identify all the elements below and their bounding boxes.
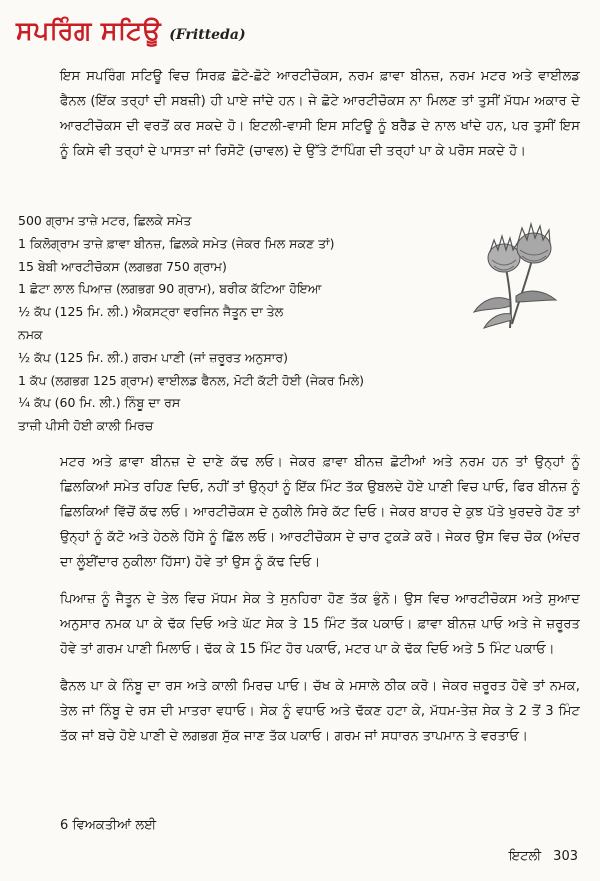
ingredient-item: ਤਾਜ਼ੀ ਪੀਸੀ ਹੋਈ ਕਾਲੀ ਮਿਰਚ [18, 418, 154, 434]
ingredient-item: 15 ਬੇਬੀ ਆਰਟੀਚੋਕਸ (ਲਗਭਗ 750 ਗ੍ਰਾਮ) [18, 258, 227, 274]
intro-paragraph: ਇਸ ਸਪਰਿੰਗ ਸਟਿਊ ਵਿਚ ਸਿਰਫ਼ ਛੋਟੇ-ਛੋਟੇ ਆਰਟੀਚੋਕਸ, ਨਰਮ ਫ਼ਾਵਾ ਬੀਨਜ਼, ਨਰਮ ਮਟਰ ਅਤੇ ਵਾਈਲਡ ਫੈਨਲ (ਇੱਕ ਤਰ੍ਹਾਂ ਦੀ ਸਬਜ਼ੀ) ਹੀ ਪਾਏ ਜਾਂਦੇ ਹਨ। ਜੇ ਛੋਟੇ ਆਰਟੀਚੋਕਸ ਨਾ ਮਿਲਣ ਤਾਂ ਤੁਸੀਂ ਮੱਧਮ ਅਕਾਰ ਦੇ ਆਰਟੀਚੋਕਸ ਦੀ ਵਰਤੋਂ ਕਰ ਸਕਦੇ ਹੋ। ਇਟਲੀ-ਵਾਸੀ ਇਸ ਸਟਿਊ ਨੂੰ ਬਰੈੱਡ ਦੇ ਨਾਲ ਖਾਂਦੇ ਹਨ, ਪਰ ਤੁਸੀਂ ਇਸ ਨੂੰ ਕਿਸੇ ਵੀ ਤਰ੍ਹਾਂ ਦੇ ਪਾਸਤਾ ਜਾਂ ਰਿਸੋਟੋ (ਚਾਵਲ) ਦੇ ਉੱਤੇ ਟਾੱਪਿੰਗ ਦੀ ਤਰ੍ਹਾਂ ਪਾ ਕੇ ਪਰੋਸ ਸਕਦੇ ਹੋ। [60, 69, 580, 159]
recipe-title: ਸਪਰਿੰਗ ਸਟਿਊ [16, 16, 162, 45]
method-step: ਫੈਨਲ ਪਾ ਕੇ ਨਿੰਬੂ ਦਾ ਰਸ ਅਤੇ ਕਾਲੀ ਮਿਰਚ ਪਾਓ। ਚੱਖ ਕੇ ਮਸਾਲੇ ਠੀਕ ਕਰੋ। ਜੇਕਰ ਜ਼ਰੂਰਤ ਹੋਵੇ ਤਾਂ ਨਮਕ, ਤੇਲ ਜਾਂ ਨਿੰਬੂ ਦੇ ਰਸ ਦੀ ਮਾਤਰਾ ਵਧਾਓ। ਸੇਕ ਨੂੰ ਵਧਾਓ ਅਤੇ ਢੱਕਣ ਹਟਾ ਕੇ, ਮੱਧਮ-ਤੇਜ਼ ਸੇਕ ਤੇ 2 ਤੋਂ 3 ਮਿੰਟ ਤੱਕ ਜਾਂ ਬਚੇ ਹੋਏ ਪਾਣੀ ਦੇ ਲਗਭਗ ਸੁੱਕ ਜਾਣ ਤੱਕ ਪਕਾਓ। ਗਰਮ ਜਾਂ ਸਧਾਰਨ ਤਾਪਮਾਨ ਤੇ ਵਰਤਾਓ। [60, 679, 580, 744]
ingredient-item: ¼ ਕੱਪ (60 ਮਿ. ਲੀ.) ਨਿੰਬੂ ਦਾ ਰਸ [18, 395, 181, 411]
ingredient-item: 1 ਕਿਲੋਗ੍ਰਾਮ ਤਾਜ਼ੇ ਫ਼ਾਵਾ ਬੀਨਜ਼, ਛਿਲਕੇ ਸਮੇਤ (ਜੇਕਰ ਮਿਲ ਸਕਣ ਤਾਂ) [18, 235, 335, 251]
artichoke-flower-icon [466, 220, 564, 330]
method-step: ਮਟਰ ਅਤੇ ਫ਼ਾਵਾ ਬੀਨਜ਼ ਦੇ ਦਾਣੇ ਕੱਢ ਲਓ। ਜੇਕਰ ਫ਼ਾਵਾ ਬੀਨਜ਼ ਛੋਟੀਆਂ ਅਤੇ ਨਰਮ ਹਨ ਤਾਂ ਉਨ੍ਹਾਂ ਨੂੰ ਛਿਲਕਿਆਂ ਸਮੇਤ ਰਹਿਣ ਦਿਓ, ਨਹੀਂ ਤਾਂ ਉਨ੍ਹਾਂ ਨੂੰ ਇੱਕ ਮਿੰਟ ਤੱਕ ਉਬਲਦੇ ਹੋਏ ਪਾਣੀ ਵਿਚ ਪਾਓ, ਫਿਰ ਬੀਨਜ਼ ਨੂੰ ਛਿਲਕਿਆਂ ਵਿੱਚੋਂ ਕੱਢ ਲਓ। ਆਰਟੀਚੋਕਸ ਦੇ ਨੁਕੀਲੇ ਸਿਰੇ ਕੱਟ ਦਿਓ। ਜੇਕਰ ਬਾਹਰ ਦੇ ਕੁਝ ਪੱਤੇ ਖੁਰਦਰੇ ਹੋਣ ਤਾਂ ਉਨ੍ਹਾਂ ਨੂੰ ਕੱਟੋ ਅਤੇ ਹੇਠਲੇ ਹਿੱਸੇ ਨੂੰ ਛਿੱਲ ਲਓ। ਆਰਟੀਚੋਕਸ ਦੇ ਚਾਰ ਟੁਕੜੇ ਕਰੋ। ਜੇਕਰ ਉਸ ਵਿਚ ਚੋਕ (ਅੰਦਰ ਦਾ ਲੂੰਈਂਦਾਰ ਨੁਕੀਲਾ ਹਿੱਸਾ) ਹੋਵੇ ਤਾਂ ਉਸ ਨੂੰ ਕੱਢ ਦਿਓ। [60, 455, 580, 570]
ingredient-item: 500 ਗ੍ਰਾਮ ਤਾਜ਼ੇ ਮਟਰ, ਛਿਲਕੇ ਸਮੇਤ [18, 213, 192, 228]
servings-note: 6 ਵਿਅਕਤੀਆਂ ਲਈ [60, 818, 157, 833]
ingredient-item: 1 ਛੋਟਾ ਲਾਲ ਪਿਆਜ਼ (ਲਗਭਗ 90 ਗ੍ਰਾਮ), ਬਰੀਕ ਕੱਟਿਆ ਹੋਇਆ [18, 281, 322, 297]
method-section [60, 450, 580, 761]
recipe-title-block [16, 16, 246, 46]
section-name: ਇਟਲੀ [508, 849, 542, 864]
ingredients-list [18, 210, 458, 438]
page-number: 303 [553, 849, 578, 864]
ingredient-item: ਨਮਕ [18, 326, 43, 342]
ingredient-item: 1 ਕੱਪ (ਲਗਭਗ 125 ਗ੍ਰਾਮ) ਵਾਈਲਡ ਫੈਨਲ, ਮੋਟੀ ਕੱਟੀ ਹੋਈ (ਜੇਕਰ ਮਿਲੇ) [18, 372, 365, 388]
ingredient-item: ½ ਕੱਪ (125 ਮਿ. ਲੀ.) ਐਕਸਟ੍ਰਾ ਵਰਜਿਨ ਜੈਤੂਨ ਦਾ ਤੇਲ [18, 304, 284, 320]
ingredient-item: ½ ਕੱਪ (125 ਮਿ. ਲੀ.) ਗਰਮ ਪਾਣੀ (ਜਾਂ ਜ਼ਰੂਰਤ ਅਨੁਸਾਰ) [18, 349, 289, 365]
recipe-subtitle: (Fritteda) [169, 27, 246, 43]
method-step: ਪਿਆਜ਼ ਨੂੰ ਜੈਤੂਨ ਦੇ ਤੇਲ ਵਿਚ ਮੱਧਮ ਸੇਕ ਤੇ ਸੁਨਹਿਰਾ ਹੋਣ ਤੱਕ ਭੁੰਨੋ। ਉਸ ਵਿਚ ਆਰਟੀਚੋਕਸ ਅਤੇ ਸੁਆਦ ਅਨੁਸਾਰ ਨਮਕ ਪਾ ਕੇ ਢੱਕ ਦਿਓ ਅਤੇ ਘੱਟ ਸੇਕ ਤੇ 15 ਮਿੰਟ ਤੱਕ ਪਕਾਓ। ਫ਼ਾਵਾ ਬੀਨਜ਼ ਪਾਓ ਅਤੇ ਜੇ ਜ਼ਰੂਰਤ ਹੋਵੇ ਤਾਂ ਗਰਮ ਪਾਣੀ ਮਿਲਾਓ। ਢੱਕ ਕੇ 15 ਮਿੰਟ ਹੋਰ ਪਕਾਓ, ਮਟਰ ਪਾ ਕੇ ਢੱਕ ਦਿਓ ਅਤੇ 5 ਮਿੰਟ ਪਕਾਓ। [60, 592, 580, 657]
page-footer [509, 849, 578, 864]
